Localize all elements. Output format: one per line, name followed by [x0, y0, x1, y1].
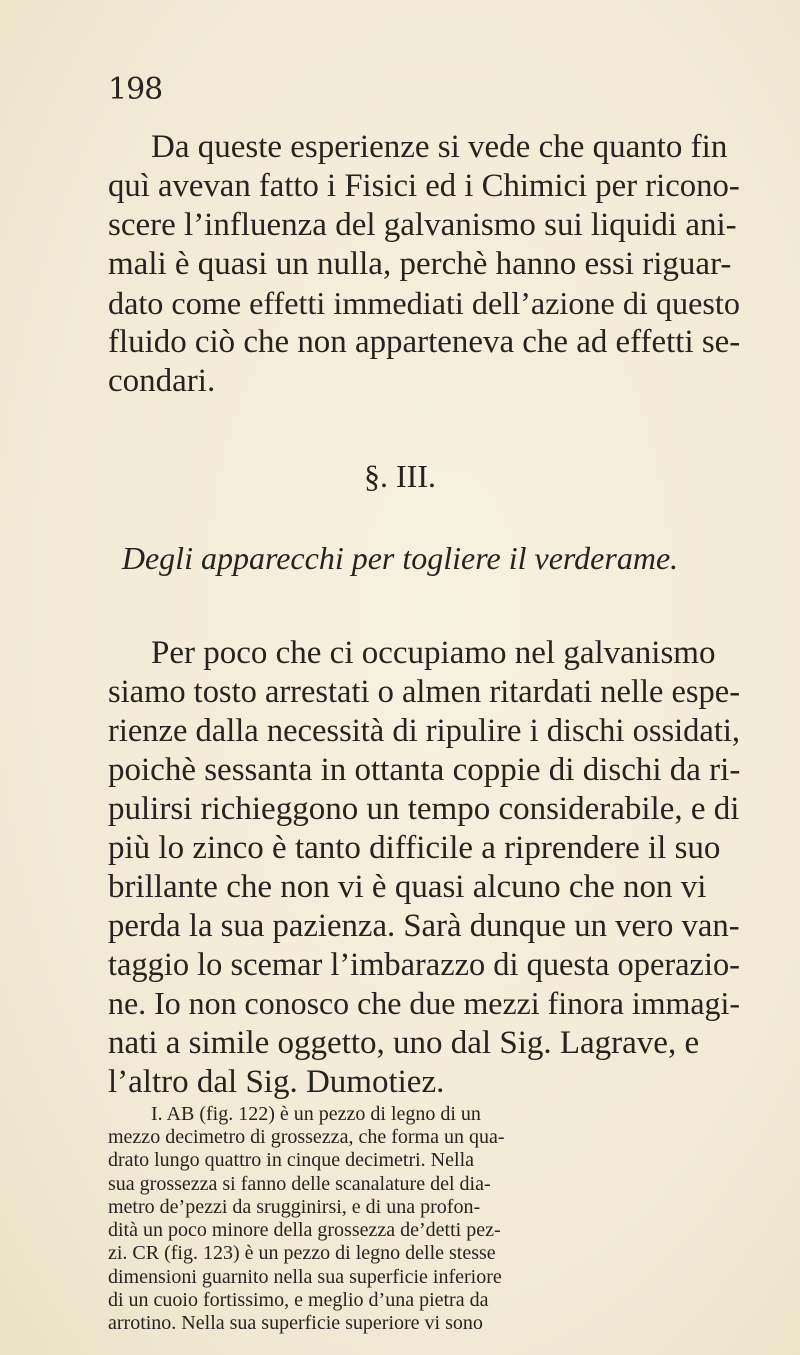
paragraph-3-line-8: dimensioni guarnito nella sua superficie inferiore	[108, 1265, 502, 1288]
paragraph-1-line-4: mali è quasi un nulla, perchè hanno essi riguar-	[108, 246, 732, 282]
paragraph-3-line-3: drato lungo quattro in cinque decimetri. Nella	[108, 1149, 474, 1172]
paragraph-2-line-10: ne. Io non conosco che due mezzi finora immagi-	[108, 986, 741, 1021]
paragraph-3-line-7: zi. CR (fig. 123) è un pezzo di legno delle stesse	[108, 1242, 496, 1265]
paragraph-2-line-6: più lo zinco è tanto difficile a riprendere il suo	[108, 830, 721, 866]
paragraph-1-line-5: dato come effetti immediati dell’azione di questo	[108, 285, 740, 321]
paragraph-1-line-2: quì avevan fatto i Fisici ed i Chimici per ricono-	[108, 168, 740, 204]
section-number: §. III.	[364, 458, 436, 494]
paragraph-2-line-9: taggio lo scemar l’imbarazzo di questa operazio-	[108, 947, 740, 983]
paragraph-1-line-7: condari.	[108, 363, 216, 399]
paragraph-3-line-9: di un cuoio fortissimo, e meglio d’una pietra da	[108, 1288, 489, 1311]
page-number: 198	[108, 72, 163, 107]
paragraph-3-line-6: dità un poco minore della grossezza de’detti pez-	[108, 1219, 501, 1242]
paragraph-3-line-1: I. AB (fig. 122) è un pezzo di legno di un	[151, 1103, 481, 1125]
paragraph-3-line-2: mezzo decimetro di grossezza, che forma un qua-	[108, 1126, 505, 1149]
paragraph-2-line-11: nati a simile oggetto, uno dal Sig. Lagrave, e	[108, 1025, 700, 1061]
paragraph-2-line-2: siamo tosto arrestati o almen ritardati nelle espe-	[108, 674, 741, 710]
paragraph-2-line-5: pulirsi richieggono un tempo considerabile, e di	[108, 791, 740, 827]
paragraph-2-line-8: perda la sua pazienza. Sarà dunque un vero van-	[108, 908, 740, 944]
paragraph-2-line-12: l’altro dal Sig. Dumotiez.	[108, 1064, 445, 1100]
paragraph-1-line-3: scere l’influenza del galvanismo sui liquidi ani-	[108, 207, 737, 243]
paragraph-3-line-4: sua grossezza si fanno delle scanalature del dia-	[108, 1172, 491, 1195]
paragraph-1-line-1: Da queste esperienze si vede che quanto fin	[151, 129, 728, 165]
paragraph-1-line-6: fluido ciò che non apparteneva che ad effetti se-	[108, 324, 741, 360]
paragraph-2-line-3: rienze dalla necessità di ripulire i dischi ossidati,	[108, 713, 741, 749]
paragraph-2-line-1: Per poco che ci occupiamo nel galvanismo	[151, 635, 716, 671]
paragraph-3-line-5: metro de’pezzi da srugginirsi, e di una profon-	[108, 1195, 481, 1218]
section-title: Degli apparecchi per togliere il verderame.	[121, 540, 679, 576]
paragraph-2-line-4: poichè sessanta in ottanta coppie di dischi da ri-	[108, 752, 741, 788]
paragraph-3-line-10: arrotino. Nella sua superficie superiore vi sono	[108, 1312, 483, 1334]
paragraph-2-line-7: brillante che non vi è quasi alcuno che non vi	[108, 869, 707, 905]
